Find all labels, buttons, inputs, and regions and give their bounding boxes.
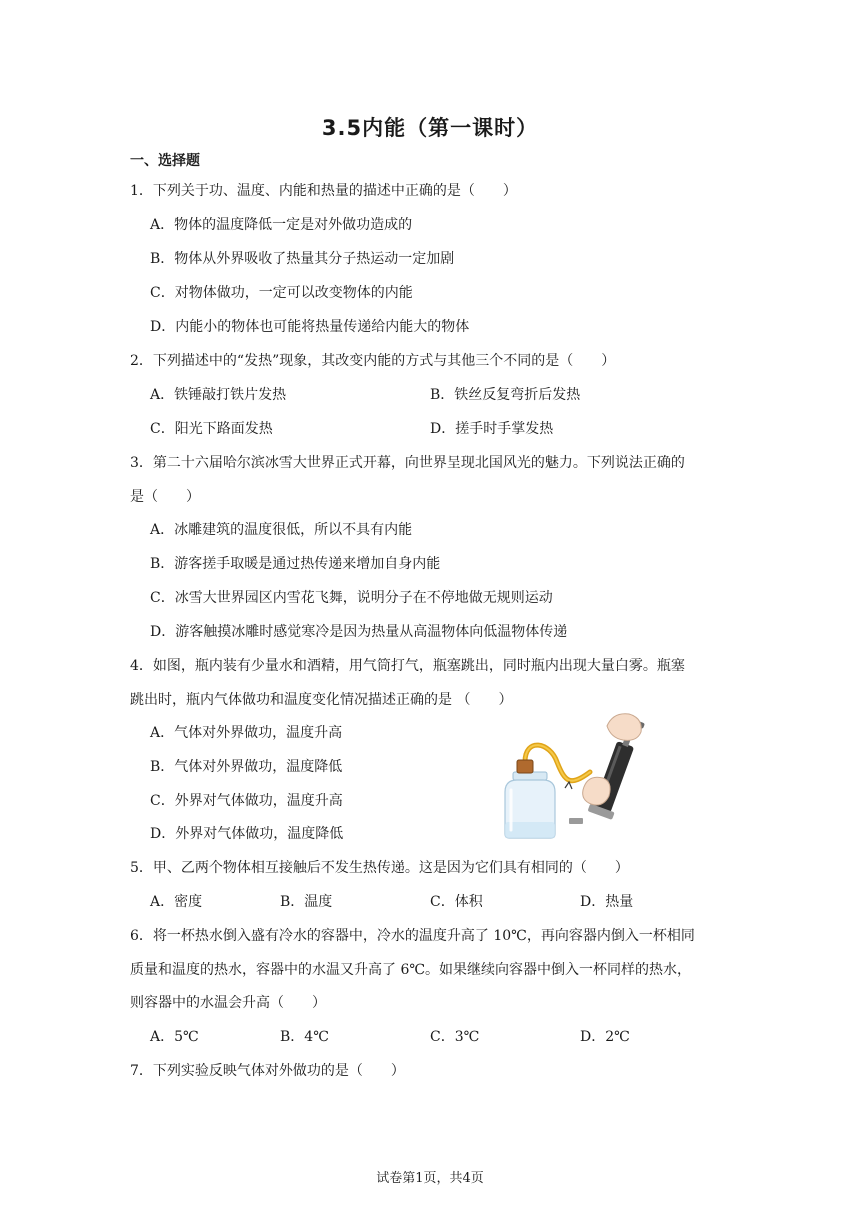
question-3-option-c: C．冰雪大世界园区内雪花飞舞，说明分子在不停地做无规则运动 bbox=[150, 590, 553, 606]
question-5-option-d: D．热量 bbox=[580, 894, 634, 910]
question-4-option-c: C．外界对气体做功，温度升高 bbox=[150, 793, 343, 809]
question-2-option-c: C．阳光下路面发热 bbox=[150, 421, 273, 437]
question-6-stem-line2: 质量和温度的热水，容器中的水温又升高了 6℃。如果继续向容器中倒入一杯同样的热水， bbox=[130, 962, 692, 978]
question-3-stem-line1: 3．第二十六届哈尔滨冰雪大世界正式开幕，向世界呈现北国风光的魅力。下列说法正确的 bbox=[130, 455, 685, 471]
question-1-option-d: D．内能小的物体也可能将热量传递给内能大的物体 bbox=[150, 319, 470, 335]
question-6-option-c: C．3℃ bbox=[430, 1029, 480, 1045]
question-4-stem-line1: 4．如图，瓶内装有少量水和酒精，用气筒打气，瓶塞跳出，同时瓶内出现大量白雾。瓶塞 bbox=[130, 658, 685, 674]
section-heading: 一、选择题 bbox=[130, 153, 200, 169]
question-6-stem-line1: 6．将一杯热水倒入盛有冷水的容器中，冷水的温度升高了 10℃，再向容器内倒入一杯相同 bbox=[130, 928, 695, 944]
question-4-option-a: A．气体对外界做功，温度升高 bbox=[150, 725, 343, 741]
question-3-stem-line2: 是（ ） bbox=[130, 489, 200, 505]
bottle-pump-illustration bbox=[495, 712, 645, 840]
question-4-option-d: D．外界对气体做功，温度降低 bbox=[150, 826, 344, 842]
question-1-option-a: A．物体的温度降低一定是对外做功造成的 bbox=[150, 217, 413, 233]
question-2-option-b: B．铁丝反复弯折后发热 bbox=[430, 387, 581, 403]
question-6-option-a: A．5℃ bbox=[150, 1029, 199, 1045]
page-title: 3.5内能（第一课时） bbox=[321, 116, 539, 140]
question-1-stem: 1．下列关于功、温度、内能和热量的描述中正确的是（ ） bbox=[130, 183, 517, 199]
question-5-option-c: C．体积 bbox=[430, 894, 483, 910]
page-footer: 试卷第1页，共4页 bbox=[376, 1171, 484, 1186]
question-2-option-d: D．搓手时手掌发热 bbox=[430, 421, 554, 437]
question-5-option-a: A．密度 bbox=[150, 894, 203, 910]
question-7-stem: 7．下列实验反映气体对外做功的是（ ） bbox=[130, 1063, 405, 1079]
question-4-stem-line2: 跳出时，瓶内气体做功和温度变化情况描述正确的是 （ ） bbox=[130, 692, 513, 708]
question-6-option-b: B．4℃ bbox=[280, 1029, 329, 1045]
question-1-option-c: C．对物体做功，一定可以改变物体的内能 bbox=[150, 285, 413, 301]
question-3-option-d: D．游客触摸冰雕时感觉寒冷是因为热量从高温物体向低温物体传递 bbox=[150, 624, 568, 640]
question-2-stem: 2．下列描述中的“发热”现象，其改变内能的方式与其他三个不同的是（ ） bbox=[130, 353, 616, 369]
question-3-option-b: B．游客搓手取暖是通过热传递来增加自身内能 bbox=[150, 556, 441, 572]
question-6-option-d: D．2℃ bbox=[580, 1029, 630, 1045]
question-6-stem-line3: 则容器中的水温会升高（ ） bbox=[130, 995, 326, 1011]
question-3-option-a: A．冰雕建筑的温度很低，所以不具有内能 bbox=[150, 522, 413, 538]
question-5-option-b: B．温度 bbox=[280, 894, 333, 910]
question-4-option-b: B．气体对外界做功，温度降低 bbox=[150, 759, 343, 775]
question-1-option-b: B．物体从外界吸收了热量其分子热运动一定加剧 bbox=[150, 251, 455, 267]
question-5-stem: 5．甲、乙两个物体相互接触后不发生热传递。这是因为它们具有相同的（ ） bbox=[130, 860, 629, 876]
question-2-option-a: A．铁锤敲打铁片发热 bbox=[150, 387, 287, 403]
